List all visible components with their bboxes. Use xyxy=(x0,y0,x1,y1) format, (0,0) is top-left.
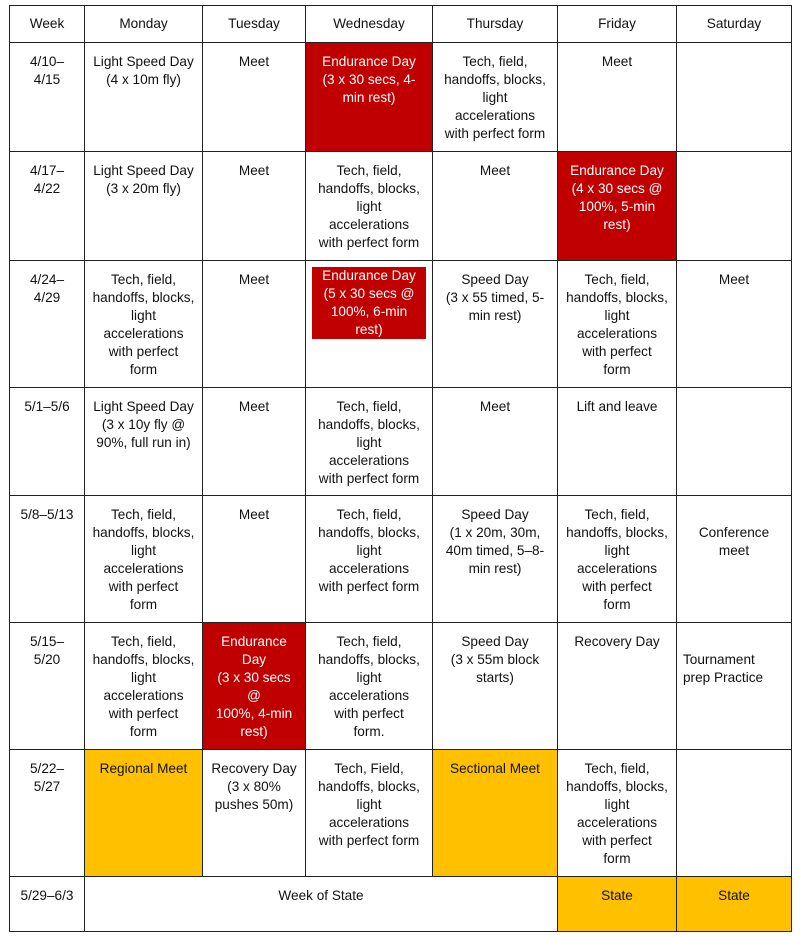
saturday-cell: Tournament prep Practice xyxy=(677,623,792,750)
endurance-day-highlight: Endurance Day (5 x 30 secs @ 100%, 6-min rest) xyxy=(312,267,426,339)
tuesday-cell: Recovery Day (3 x 80% pushes 50m) xyxy=(203,750,306,877)
friday-cell: Lift and leave xyxy=(558,388,677,496)
wednesday-cell: Tech, field, handoffs, blocks, light accelerations with perfect form. xyxy=(306,623,433,750)
week-cell: 5/22– 5/27 xyxy=(10,750,85,877)
sectional-meet-cell: Sectional Meet xyxy=(433,750,558,877)
week-of-state-cell: Week of State xyxy=(85,877,558,932)
thursday-cell: Speed Day (1 x 20m, 30m, 40m timed, 5–8- min rest) xyxy=(433,496,558,623)
header-saturday: Saturday xyxy=(677,6,792,43)
endurance-day-cell: Endurance Day (4 x 30 secs @ 100%, 5-min rest) xyxy=(558,152,677,261)
week-cell: 4/24– 4/29 xyxy=(10,261,85,388)
week-row xyxy=(10,623,792,750)
endurance-day-cell: Endurance Day (3 x 30 secs @ 100%, 4-min rest) xyxy=(203,623,306,750)
friday-cell: Tech, field, handoffs, blocks, light accelerations with perfect form xyxy=(558,496,677,623)
week-cell: 5/29–6/3 xyxy=(10,877,85,932)
wednesday-cell: Tech, field, handoffs, blocks, light accelerations with perfect form xyxy=(306,152,433,261)
week-row xyxy=(10,261,792,388)
saturday-cell: Meet xyxy=(677,261,792,388)
monday-cell: Tech, field, handoffs, blocks, light accelerations with perfect form xyxy=(85,623,203,750)
saturday-cell xyxy=(677,152,792,261)
thursday-cell: Speed Day (3 x 55 timed, 5- min rest) xyxy=(433,261,558,388)
week-cell: 5/15– 5/20 xyxy=(10,623,85,750)
header-monday: Monday xyxy=(85,6,203,43)
friday-cell: Tech, field, handoffs, blocks, light accelerations with perfect form xyxy=(558,750,677,877)
week-cell: 5/1–5/6 xyxy=(10,388,85,496)
thursday-cell: Meet xyxy=(433,388,558,496)
header-tuesday: Tuesday xyxy=(203,6,306,43)
week-row xyxy=(10,388,792,496)
week-row xyxy=(10,496,792,623)
saturday-cell xyxy=(677,43,792,152)
state-saturday-cell: State xyxy=(677,877,792,932)
monday-cell: Tech, field, handoffs, blocks, light accelerations with perfect form xyxy=(85,496,203,623)
saturday-cell xyxy=(677,750,792,877)
week-cell: 5/8–5/13 xyxy=(10,496,85,623)
monday-cell: Light Speed Day (4 x 10m fly) xyxy=(85,43,203,152)
state-friday-cell: State xyxy=(558,877,677,932)
wednesday-cell: Tech, field, handoffs, blocks, light accelerations with perfect form xyxy=(306,388,433,496)
thursday-cell: Tech, field, handoffs, blocks, light accelerations with perfect form xyxy=(433,43,558,152)
header-friday: Friday xyxy=(558,6,677,43)
tuesday-cell: Meet xyxy=(203,261,306,388)
training-schedule-table xyxy=(9,5,792,932)
thursday-cell: Meet xyxy=(433,152,558,261)
monday-cell: Tech, field, handoffs, blocks, light accelerations with perfect form xyxy=(85,261,203,388)
saturday-cell: Conference meet xyxy=(677,496,792,623)
tuesday-cell: Meet xyxy=(203,496,306,623)
saturday-cell xyxy=(677,388,792,496)
regional-meet-cell: Regional Meet xyxy=(85,750,203,877)
header-row xyxy=(10,6,792,43)
week-row-state xyxy=(10,877,792,932)
header-thursday: Thursday xyxy=(433,6,558,43)
week-row xyxy=(10,750,792,877)
friday-cell: Tech, field, handoffs, blocks, light accelerations with perfect form xyxy=(558,261,677,388)
week-row xyxy=(10,43,792,152)
thursday-cell: Speed Day (3 x 55m block starts) xyxy=(433,623,558,750)
tuesday-cell: Meet xyxy=(203,152,306,261)
monday-cell: Light Speed Day (3 x 10y fly @ 90%, full run in) xyxy=(85,388,203,496)
wednesday-cell: Tech, Field, handoffs, blocks, light accelerations with perfect form xyxy=(306,750,433,877)
week-cell: 4/17– 4/22 xyxy=(10,152,85,261)
tuesday-cell: Meet xyxy=(203,43,306,152)
wednesday-cell: Tech, field, handoffs, blocks, light accelerations with perfect form xyxy=(306,496,433,623)
tuesday-cell: Meet xyxy=(203,388,306,496)
header-wednesday: Wednesday xyxy=(306,6,433,43)
endurance-day-cell: Endurance Day (3 x 30 secs, 4- min rest) xyxy=(306,43,433,152)
week-row xyxy=(10,152,792,261)
friday-cell: Meet xyxy=(558,43,677,152)
week-cell: 4/10– 4/15 xyxy=(10,43,85,152)
wednesday-cell xyxy=(306,261,433,388)
header-week: Week xyxy=(10,6,85,43)
friday-cell: Recovery Day xyxy=(558,623,677,750)
monday-cell: Light Speed Day (3 x 20m fly) xyxy=(85,152,203,261)
